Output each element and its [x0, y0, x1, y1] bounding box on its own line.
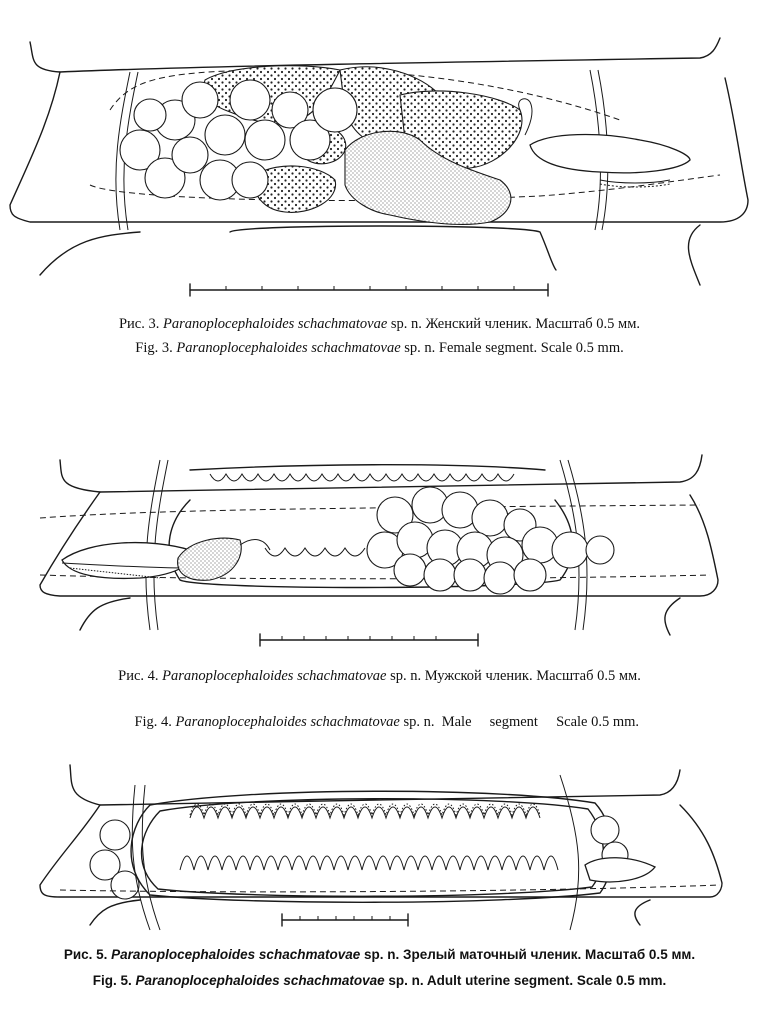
figure-4-drawing	[0, 440, 759, 655]
figure-3-caption-ru: Рис. 3. Paranoplocephaloides schachmatovae sp. n. Женский членик. Масштаб 0.5 мм.	[118, 316, 641, 332]
scale-bar-fig4	[260, 634, 478, 646]
figure-5-drawing	[0, 755, 759, 940]
figure-3-drawing	[0, 0, 759, 310]
figure-5	[0, 755, 759, 1015]
figure-4-caption-ru: Рис. 4. Paranoplocephaloides schachmatovae sp. n. Мужской членик. Масштаб 0.5 мм.	[118, 668, 641, 684]
scale-bar-fig3	[190, 284, 548, 296]
figure-4	[0, 440, 759, 730]
figure-4-caption-en: Fig. 4. Paranoplocephaloides schachmatovae sp. n. Male segment Scale 0.5 mm.	[134, 714, 640, 730]
figure-3-caption-en: Fig. 3. Paranoplocephaloides schachmatovae sp. n. Female segment. Scale 0.5 mm.	[135, 340, 624, 356]
testes	[367, 487, 614, 594]
scale-bar-fig5	[282, 914, 408, 926]
figure-5-caption-en: Fig. 5. Paranoplocephaloides schachmatovae sp. n. Adult uterine segment. Scale 0.5 mm.	[92, 973, 667, 988]
figure-3	[0, 0, 759, 370]
figure-5-caption-ru: Рис. 5. Paranoplocephaloides schachmatovae sp. n. Зрелый маточный членик. Масштаб 0.5 мм.	[63, 947, 696, 962]
